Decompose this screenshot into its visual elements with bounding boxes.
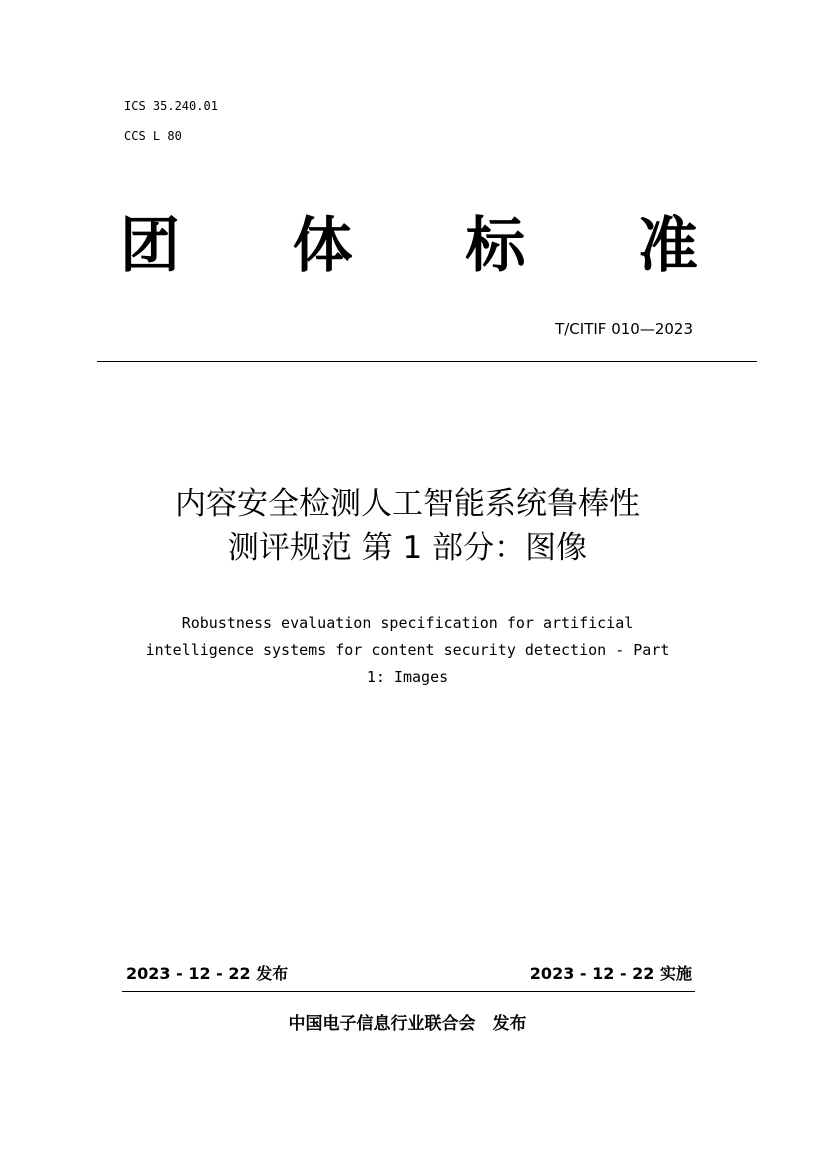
chinese-title xyxy=(0,482,815,570)
top-divider xyxy=(97,361,757,362)
english-title-line-2: intelligence systems for content security detection - Part xyxy=(145,641,670,659)
date-row xyxy=(126,961,692,987)
standard-type-char-2: 体 xyxy=(292,211,353,281)
ics-code: ICS 35.240.01 xyxy=(124,99,218,113)
ccs-code: CCS L 80 xyxy=(124,129,182,143)
standard-type-char-3: 标 xyxy=(465,211,526,281)
implementation-date: 2023 - 12 - 22 实施 xyxy=(529,964,692,983)
standard-type-char-1: 团 xyxy=(120,211,180,281)
chinese-title-line-1: 内容安全检测人工智能系统鲁棒性 xyxy=(175,486,640,522)
english-title-line-3: 1: Images xyxy=(366,668,449,686)
standard-type-char-4: 准 xyxy=(637,211,698,281)
english-title-line-1: Robustness evaluation specification for artificial xyxy=(181,614,634,632)
english-title xyxy=(110,610,705,691)
release-date: 2023 - 12 - 22 发布 xyxy=(126,964,289,983)
standard-number: T/CITIF 010—2023 xyxy=(555,320,693,338)
chinese-title-line-2: 测评规范 第 1 部分：图像 xyxy=(227,530,588,566)
bottom-divider xyxy=(122,991,695,992)
publisher: 中国电子信息行业联合会 发布 xyxy=(288,1014,527,1034)
standard-type-heading xyxy=(120,196,698,296)
